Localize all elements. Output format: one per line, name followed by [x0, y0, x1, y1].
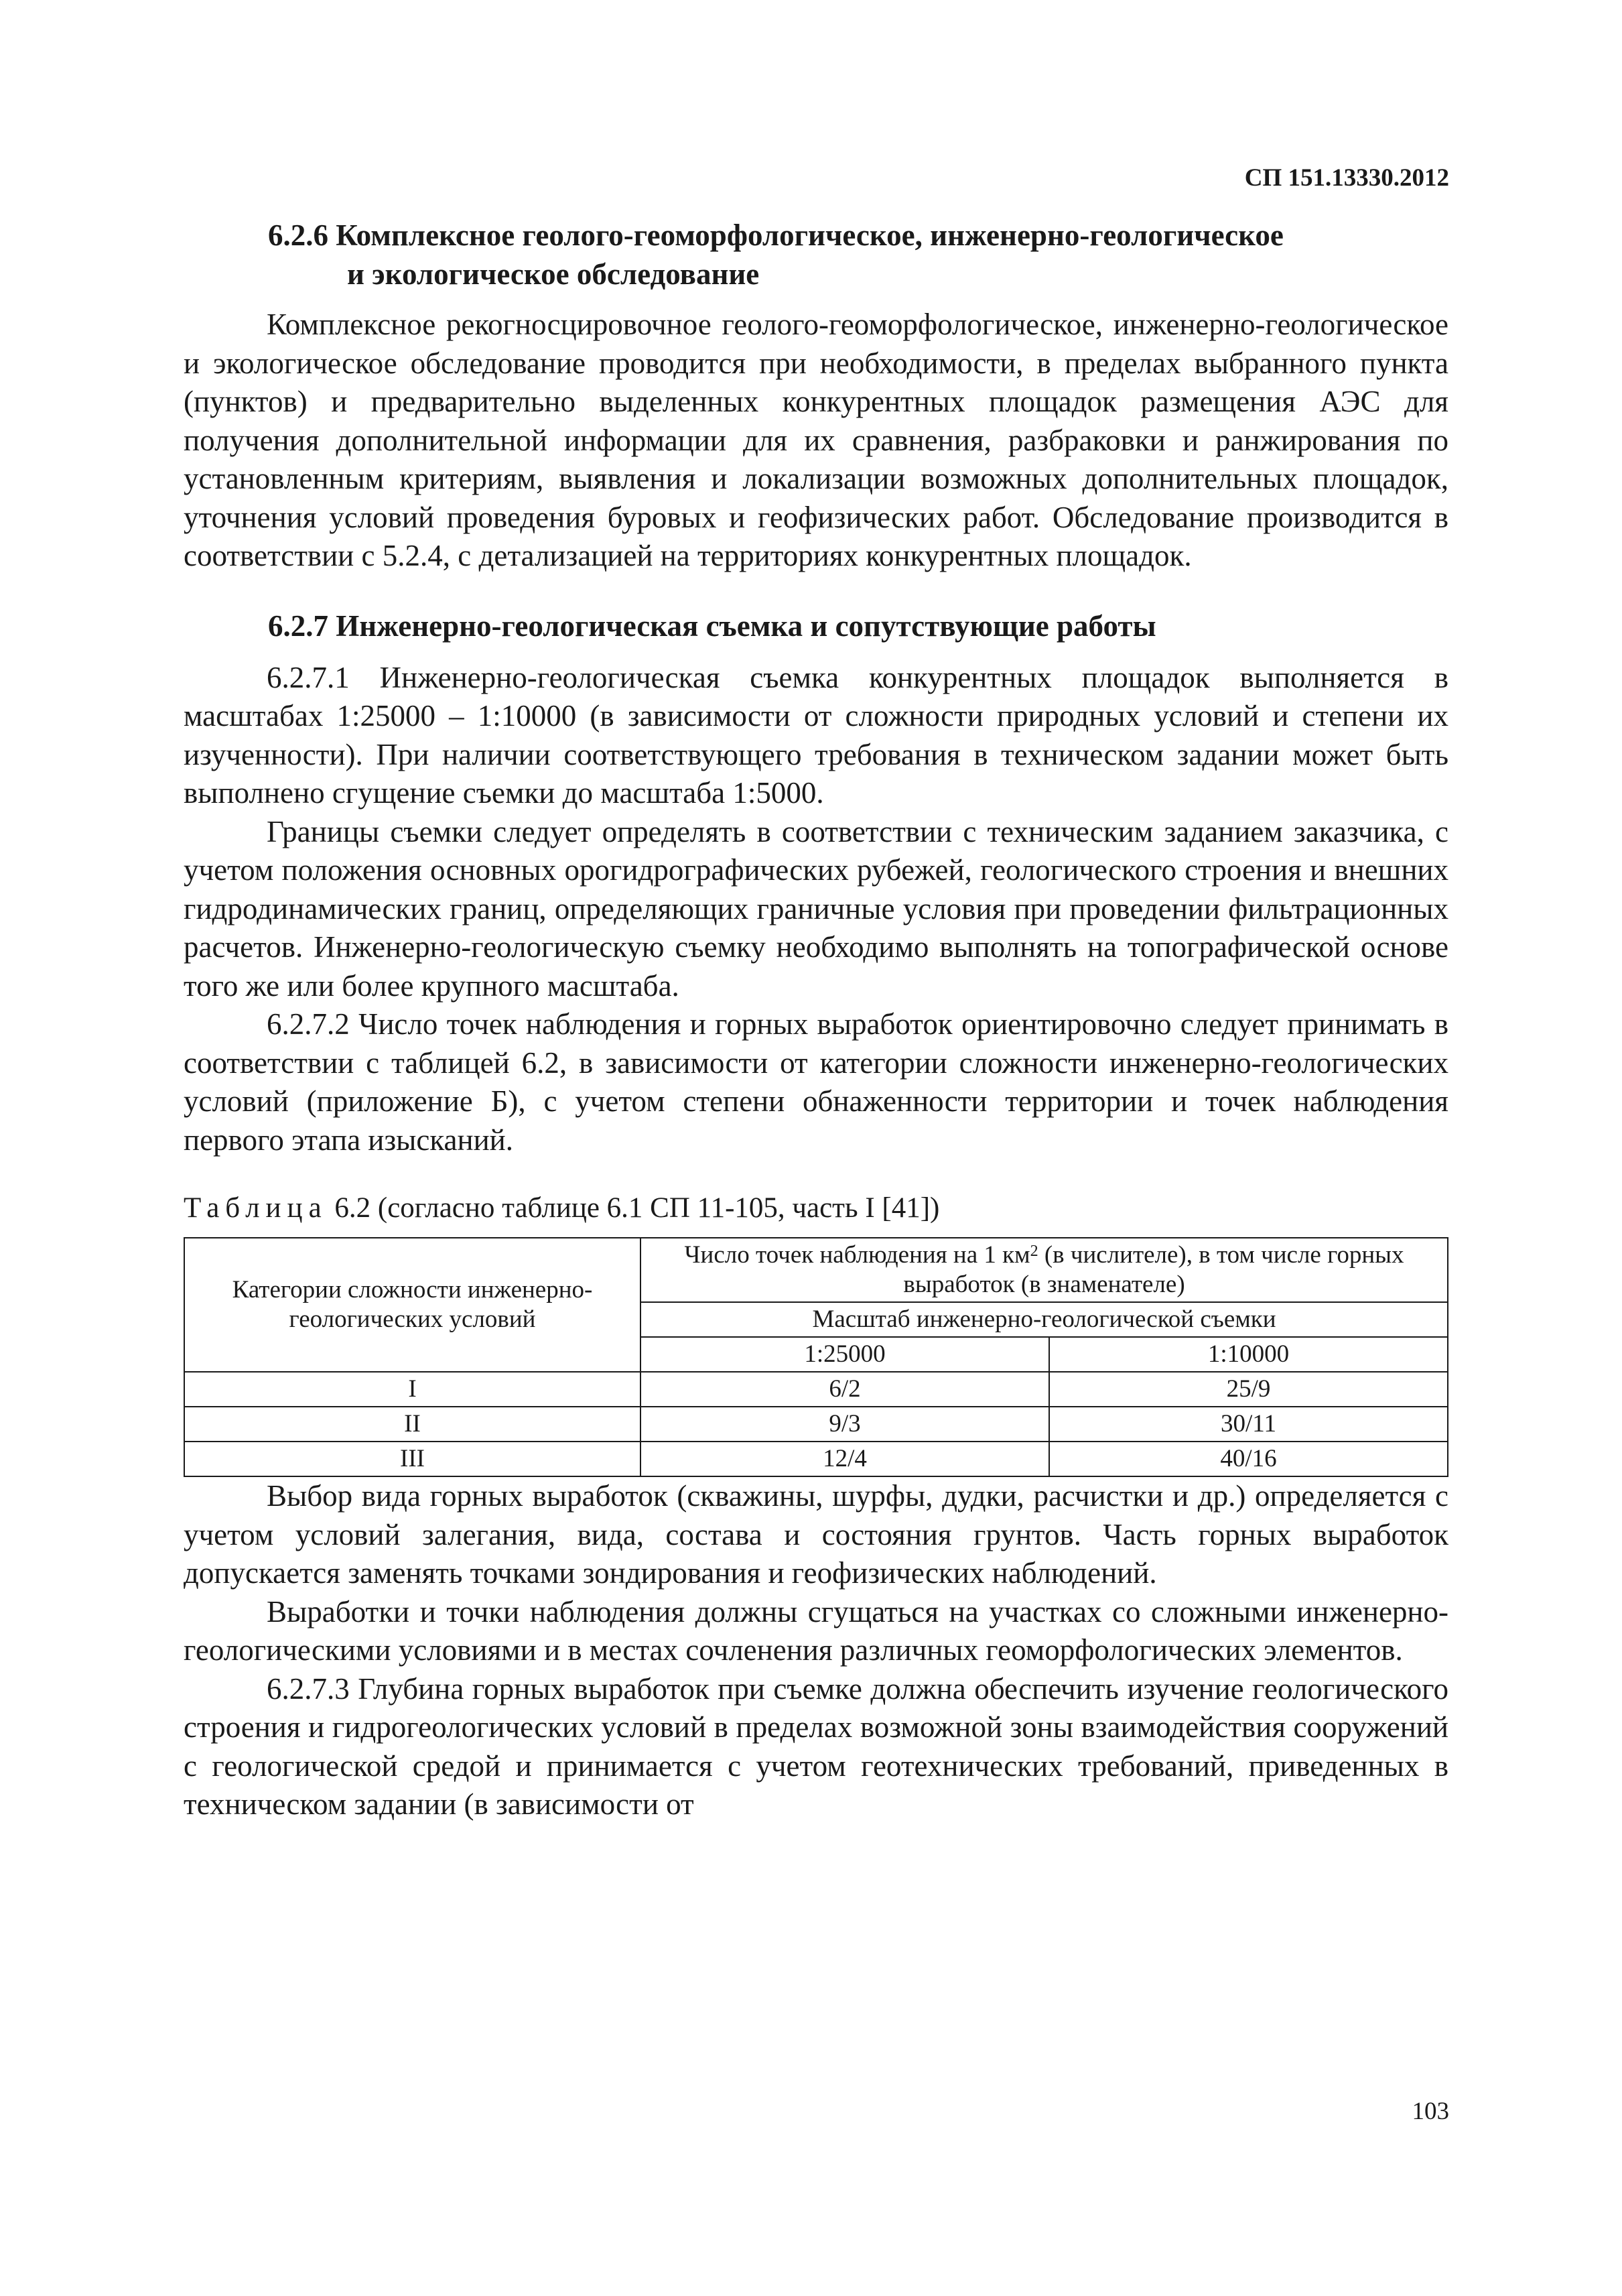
- table-row: [184, 1372, 1448, 1407]
- cell-b: 25/9: [1049, 1372, 1448, 1407]
- cell-category: I: [184, 1372, 640, 1407]
- cell-b: 40/16: [1049, 1442, 1448, 1476]
- table-header-row: [184, 1238, 1448, 1302]
- document-code: СП 151.13330.2012: [1244, 164, 1449, 192]
- cell-a: 9/3: [640, 1407, 1049, 1442]
- table-caption-text: 6.2 (согласно таблице 6.1 СП 11-105, часть I [41]): [327, 1192, 940, 1224]
- table-row: [184, 1442, 1448, 1476]
- header-col-a: 1:25000: [640, 1337, 1049, 1372]
- table-row: [184, 1407, 1448, 1442]
- cell-a: 6/2: [640, 1372, 1049, 1407]
- cell-category: III: [184, 1442, 640, 1476]
- heading-line-2: и экологическое обследование: [347, 257, 760, 291]
- cell-category: II: [184, 1407, 640, 1442]
- paragraph-densification: Выработки и точки наблюдения должны сгущаться на участках со сложными инженерно-геологическими условиями и в местах сочленения различных геоморфологических элементов.: [184, 1594, 1448, 1667]
- paragraph-6-2-6: Комплексное рекогносцировочное геолого-геоморфологическое, инженерно-геологическое и экологическое обследование проводится при необходимости, в пределах выбранного пункта (пунктов) и предварительно выделенных конкурентных площадок размещения АЭС для получения дополнительной информации для их сравнения, разбраковки и ранжирования по установленным критериям, выявления и локализации возможных дополнительных площадок, уточнения условий проведения буровых и геофизических работ. Обследование производится в соответствии с 5.2.4, с детализацией на территориях конкурентных площадок.: [184, 308, 1448, 572]
- header-category: Категории сложности инженерно-геологических условий: [184, 1238, 640, 1372]
- paragraph-6-2-7-2: 6.2.7.2 Число точек наблюдения и горных выработок ориентировочно следует принимать в соответствии с таблицей 6.2, в зависимости от категории сложности инженерно-геологических условий (приложение Б), с учетом степени обнаженности территории и точек наблюдения первого этапа изысканий.: [184, 1007, 1448, 1157]
- header-scale: Масштаб инженерно-геологической съемки: [640, 1302, 1448, 1337]
- paragraph-boundaries: Границы съемки следует определять в соответствии с техническим заданием заказчика, с учетом положения основных орогидрографических рубежей, геологического строения и внешних гидродинамических границ, определяющих граничные условия при проведении фильтрационных расчетов. Инженерно-геологическую съемку необходимо выполнять на топографической основе того же или более крупного масштаба.: [184, 814, 1448, 1003]
- table-6-2: [184, 1237, 1448, 1477]
- section-heading-6-2-6: [184, 216, 1448, 294]
- table-caption: [184, 1189, 1448, 1228]
- header-count-sup: 2: [1030, 1242, 1038, 1260]
- header-col-b: 1:10000: [1049, 1337, 1448, 1372]
- paragraph-excavation-type: Выбор вида горных выработок (скважины, шурфы, дудки, расчистки и др.) определяется с учетом условий залегания, вида, состава и состояния грунтов. Часть горных выработок допускается заменять точками зондирования и геофизических наблюдений.: [184, 1479, 1448, 1590]
- header-count-text: Число точек наблюдения на 1 км: [684, 1241, 1030, 1269]
- page-number: 103: [1412, 2098, 1449, 2125]
- paragraph-6-2-7-1: 6.2.7.1 Инженерно-геологическая съемка конкурентных площадок выполняется в масштабах 1:25000 – 1:10000 (в зависимости от сложности природных условий и степени их изученности). При наличии соответствующего требования в техническом задании может быть выполнено сгущение съемки до масштаба 1:5000.: [184, 660, 1448, 810]
- cell-b: 30/11: [1049, 1407, 1448, 1442]
- table-caption-word: Таблица: [184, 1192, 328, 1224]
- section-heading-6-2-7: 6.2.7 Инженерно-геологическая съемка и сопутствующие работы: [268, 609, 1156, 643]
- paragraph-6-2-7-3: 6.2.7.3 Глубина горных выработок при съемке должна обеспечить изучение геологического строения и гидрогеологических условий в пределах возможной зоны взаимодействия сооружений с геологической средой и принимается с учетом геотехнических требований, приведенных в техническом задании (в зависимости от: [184, 1671, 1448, 1821]
- cell-a: 12/4: [640, 1442, 1049, 1476]
- header-count: [640, 1238, 1448, 1302]
- heading-line-1: 6.2.6 Комплексное геолого-геоморфологическое, инженерно-геологическое: [268, 218, 1284, 252]
- page-content: [184, 216, 1448, 1824]
- header-count-text-2: (в числителе), в том числе горных выработок (в знаменателе): [903, 1241, 1404, 1298]
